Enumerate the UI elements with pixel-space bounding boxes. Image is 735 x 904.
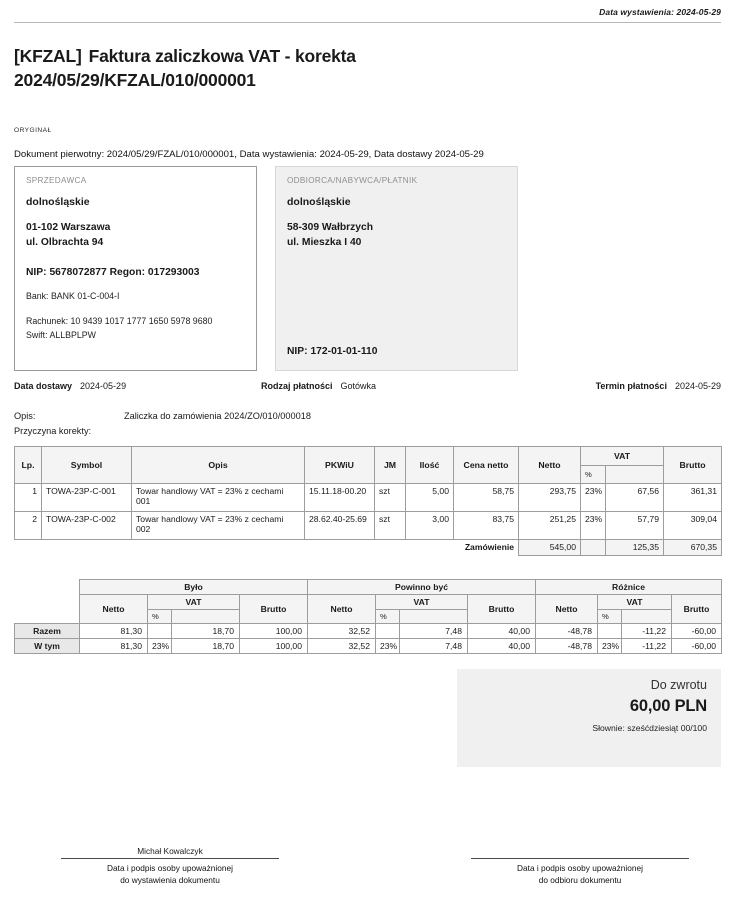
cell-should-netto: 32,52 <box>308 624 376 639</box>
signature-receiver-caption <box>471 862 689 887</box>
cell-diff-brutto: -60,00 <box>672 624 722 639</box>
cell-vat-percent: 23% <box>581 512 606 540</box>
col-symbol: Symbol <box>42 447 132 484</box>
refund-box <box>457 669 721 767</box>
cell-opis: Towar handlowy VAT = 23% z cechami 002 <box>132 512 305 540</box>
signature-issuer-caption-line2: do wystawienia dokumentu <box>120 875 220 886</box>
signature-receiver <box>471 846 689 887</box>
signature-issuer-line <box>61 858 279 859</box>
signature-receiver-name <box>471 846 689 857</box>
roznice-col-vat-amount <box>622 610 672 624</box>
group-roznice: Różnice <box>536 580 722 595</box>
refund-amount-in-words: Słownie: sześćdziesiąt 00/100 <box>592 723 707 733</box>
cell-diff-vat-percent: 23% <box>598 639 622 654</box>
cell-brutto: 361,31 <box>664 484 722 512</box>
cell-was-vat-percent: 23% <box>148 639 172 654</box>
table-row <box>15 639 722 654</box>
cell-vat-percent: 23% <box>581 484 606 512</box>
copy-type-label: ORYGINAŁ <box>14 126 52 134</box>
cell-jm: szt <box>375 484 406 512</box>
cell-was-vat: 18,70 <box>172 639 240 654</box>
cell-diff-vat-percent <box>598 624 622 639</box>
page-title <box>14 45 721 93</box>
cell-brutto: 309,04 <box>664 512 722 540</box>
cell-diff-brutto: -60,00 <box>672 639 722 654</box>
cell-was-vat: 18,70 <box>172 624 240 639</box>
items-table-header-row <box>15 447 722 466</box>
seller-swift: Swift: ALLBPLPW <box>26 329 96 340</box>
correction-group-header-row <box>15 580 722 595</box>
items-total-brutto: 670,35 <box>664 540 722 556</box>
refund-amount: 60,00 PLN <box>629 697 707 715</box>
group-powinno-byc: Powinno być <box>308 580 536 595</box>
cell-diff-netto: -48,78 <box>536 624 598 639</box>
bylo-col-netto: Netto <box>80 595 148 624</box>
cell-should-vat: 7,48 <box>400 624 468 639</box>
col-lp: Lp. <box>15 447 42 484</box>
cell-was-brutto: 100,00 <box>240 639 308 654</box>
group-bylo: Było <box>80 580 308 595</box>
payment-term <box>596 381 721 391</box>
seller-box <box>14 166 257 371</box>
correction-row-label: Razem <box>15 624 80 639</box>
signature-receiver-line <box>471 858 689 859</box>
signature-issuer-caption-line1: Data i podpis osoby upoważnionej <box>107 863 233 873</box>
items-table <box>14 446 722 556</box>
cell-vat: 67,56 <box>606 484 664 512</box>
bylo-col-vat: VAT <box>148 595 240 610</box>
parties-section <box>14 166 721 371</box>
signature-receiver-caption-line1: Data i podpis osoby upoważnionej <box>517 863 643 873</box>
cell-symbol: TOWA-23P-C-001 <box>42 484 132 512</box>
roznice-col-netto: Netto <box>536 595 598 624</box>
table-row <box>15 484 722 512</box>
cell-lp: 2 <box>15 512 42 540</box>
roznice-col-vat-percent: % <box>598 610 622 624</box>
cell-vat: 57,79 <box>606 512 664 540</box>
cell-was-netto: 81,30 <box>80 639 148 654</box>
bylo-col-brutto: Brutto <box>240 595 308 624</box>
cell-diff-netto: -48,78 <box>536 639 598 654</box>
cell-should-brutto: 40,00 <box>468 639 536 654</box>
delivery-date-label: Data dostawy <box>14 380 73 391</box>
seller-bank: Bank: BANK 01-C-004-I <box>26 291 120 302</box>
cell-should-brutto: 40,00 <box>468 624 536 639</box>
buyer-name: dolnośląskie <box>287 195 351 208</box>
cell-jm: szt <box>375 512 406 540</box>
seller-address-line1: 01-102 Warszawa <box>26 221 111 233</box>
col-pkwiu: PKWiU <box>305 447 375 484</box>
document-meta-row <box>14 381 721 397</box>
col-vat: VAT <box>581 447 664 466</box>
delivery-date-value: 2024-05-29 <box>80 380 127 391</box>
buyer-address-line2: ul. Mieszka I 40 <box>287 236 362 248</box>
bylo-col-vat-amount <box>172 610 240 624</box>
items-total-netto: 545,00 <box>519 540 581 556</box>
opis-value: Zaliczka do zamówienia 2024/ZO/010/000018 <box>124 410 311 421</box>
col-jm: JM <box>375 447 406 484</box>
cell-netto: 251,25 <box>519 512 581 540</box>
payment-type-value: Gotówka <box>340 380 377 391</box>
opis-label: Opis: <box>14 410 36 421</box>
cell-was-netto: 81,30 <box>80 624 148 639</box>
correction-column-header-row <box>15 595 722 610</box>
powinno-col-vat: VAT <box>376 595 468 610</box>
powinno-col-brutto: Brutto <box>468 595 536 624</box>
items-total-vat-percent <box>581 540 606 556</box>
document-type-name: Faktura zaliczkowa VAT - korekta <box>88 46 356 66</box>
seller-account: Rachunek: 10 9439 1017 1777 1650 5978 9680 <box>26 316 213 327</box>
items-total-label: Zamówienie <box>454 540 519 556</box>
col-ilosc: Ilość <box>406 447 454 484</box>
items-total-vat: 125,35 <box>606 540 664 556</box>
payment-type-label: Rodzaj płatności <box>261 380 333 391</box>
col-netto: Netto <box>519 447 581 484</box>
payment-term-value: 2024-05-29 <box>674 380 721 391</box>
roznice-col-vat: VAT <box>598 595 672 610</box>
signature-issuer-caption <box>61 862 279 887</box>
delivery-date <box>14 381 126 391</box>
table-row <box>15 624 722 639</box>
document-number: 2024/05/29/KFZAL/010/000001 <box>14 69 256 90</box>
col-vat-percent: % <box>581 466 606 484</box>
cell-ilosc: 3,00 <box>406 512 454 540</box>
payment-term-label: Termin płatności <box>595 380 667 391</box>
cell-ilosc: 5,00 <box>406 484 454 512</box>
items-total-row <box>15 540 722 556</box>
col-vat-amount <box>606 466 664 484</box>
signatures-section <box>14 846 721 896</box>
col-brutto: Brutto <box>664 447 722 484</box>
cell-was-vat-percent <box>148 624 172 639</box>
cell-cena-netto: 83,75 <box>454 512 519 540</box>
roznice-col-brutto: Brutto <box>672 595 722 624</box>
cell-diff-vat: -11,22 <box>622 639 672 654</box>
col-opis: Opis <box>132 447 305 484</box>
buyer-address-line1: 58-309 Wałbrzych <box>287 221 374 233</box>
cell-symbol: TOWA-23P-C-002 <box>42 512 132 540</box>
primary-document-reference: Dokument pierwotny: 2024/05/29/FZAL/010/000001, Data wystawienia: 2024-05-29, Data dostawy 2024-05-29 <box>14 148 484 160</box>
cell-cena-netto: 58,75 <box>454 484 519 512</box>
cell-should-vat-percent: 23% <box>376 639 400 654</box>
header-issue-date: Data wystawienia: 2024-05-29 <box>599 7 721 17</box>
powinno-col-vat-amount <box>400 610 468 624</box>
cell-netto: 293,75 <box>519 484 581 512</box>
cell-lp: 1 <box>15 484 42 512</box>
seller-name: dolnośląskie <box>26 195 90 208</box>
cell-pkwiu: 15.11.18-00.20 <box>305 484 375 512</box>
correction-summary-table <box>14 579 722 654</box>
signature-receiver-caption-line2: do odbioru dokumentu <box>538 875 622 886</box>
powinno-col-vat-percent: % <box>376 610 400 624</box>
header-divider <box>14 22 721 23</box>
document-type-code: [KFZAL] <box>14 46 82 66</box>
buyer-box <box>275 166 518 371</box>
cell-diff-vat: -11,22 <box>622 624 672 639</box>
bylo-col-vat-percent: % <box>148 610 172 624</box>
correction-row-label: W tym <box>15 639 80 654</box>
seller-nip-regon: NIP: 5678072877 Regon: 017293003 <box>26 267 200 279</box>
cell-opis: Towar handlowy VAT = 23% z cechami 001 <box>132 484 305 512</box>
buyer-label: ODBIORCA/NABYWCA/PŁATNIK <box>287 175 418 185</box>
seller-label: SPRZEDAWCA <box>26 175 87 185</box>
cell-was-brutto: 100,00 <box>240 624 308 639</box>
payment-type <box>261 381 376 391</box>
cell-should-vat: 7,48 <box>400 639 468 654</box>
seller-address-line2: ul. Olbrachta 94 <box>26 236 104 248</box>
cell-pkwiu: 28.62.40-25.69 <box>305 512 375 540</box>
powinno-col-netto: Netto <box>308 595 376 624</box>
description-block <box>14 409 721 439</box>
refund-label: Do zwrotu <box>650 678 707 692</box>
col-cena-netto: Cena netto <box>454 447 519 484</box>
cell-should-vat-percent <box>376 624 400 639</box>
signature-issuer-name: Michał Kowalczyk <box>137 846 203 856</box>
correction-reason-label: Przyczyna korekty: <box>14 426 92 437</box>
buyer-nip: NIP: 172-01-01-110 <box>287 345 378 357</box>
cell-should-netto: 32,52 <box>308 639 376 654</box>
signature-issuer <box>61 846 279 887</box>
table-row <box>15 512 722 540</box>
